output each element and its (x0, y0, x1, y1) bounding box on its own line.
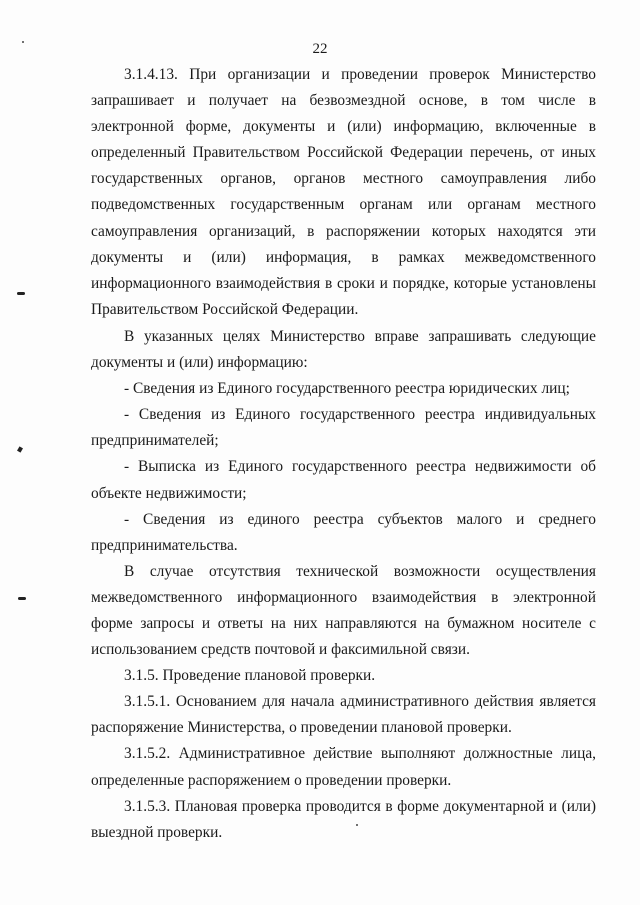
document-body (91, 62, 596, 846)
paragraph-3-1-5-1: 3.1.5.1. Основанием для начала административного действия является распоряжение Министерства, о проведении плановой проверки. (91, 693, 596, 737)
list-item-sme-registry: - Сведения из единого реестра субъектов малого и среднего предпринимательства. (91, 510, 596, 554)
scan-artifact-mark (18, 597, 26, 600)
paragraph-3-1-4-13: 3.1.4.13. При организации и проведении проверок Министерство запрашивает и получает на безвозмездной основе, в том числе в электронной форме, документы и (или) информацию, включенные в определенный Правительством Российской Федерации перечень, от иных государственных органов, органов местного самоуправления либо подведомственных государственным органам или органам местного самоуправления организаций, в распоряжении которых находятся эти документы и (или) информация, в рамках межведомственного информационного взаимодействия в сроки и порядке, которые установлены Правительством Российской Федерации. (91, 66, 596, 318)
scan-artifact-dot (22, 41, 24, 43)
page-number: 22 (312, 41, 328, 57)
paragraph-3-1-5-3: 3.1.5.3. Плановая проверка проводится в форме документарной и (или) выездной проверки. (91, 797, 596, 841)
paragraph-paper-requests: В случае отсутствия технической возможности осуществления межведомственного информационного взаимодействия в электронной форме запросы и ответы на них направляются на бумажном носителе с использованием средств почтовой и факсимильной связи. (91, 562, 596, 659)
section-heading-3-1-5: 3.1.5. Проведение плановой проверки. (124, 667, 376, 685)
scan-artifact-mark (17, 446, 23, 452)
scan-artifact-dot (356, 824, 358, 826)
list-item-egrip: - Сведения из Единого государственного реестра индивидуальных предпринимателей; (91, 406, 596, 450)
paragraph-request-intro: В указанных целях Министерство вправе запрашивать следующие документы и (или) информацию: (91, 327, 596, 372)
scan-artifact-mark (17, 292, 25, 295)
list-item-egrn: - Выписка из Единого государственного реестра недвижимости об объекте недвижимости; (91, 458, 596, 502)
paragraph-3-1-5-2: 3.1.5.2. Административное действие выполняют должностные лица, определенные распоряжением о проведении проверки. (91, 745, 596, 789)
list-item-egrul: - Сведения из Единого государственного реестра юридических лиц; (124, 380, 570, 398)
